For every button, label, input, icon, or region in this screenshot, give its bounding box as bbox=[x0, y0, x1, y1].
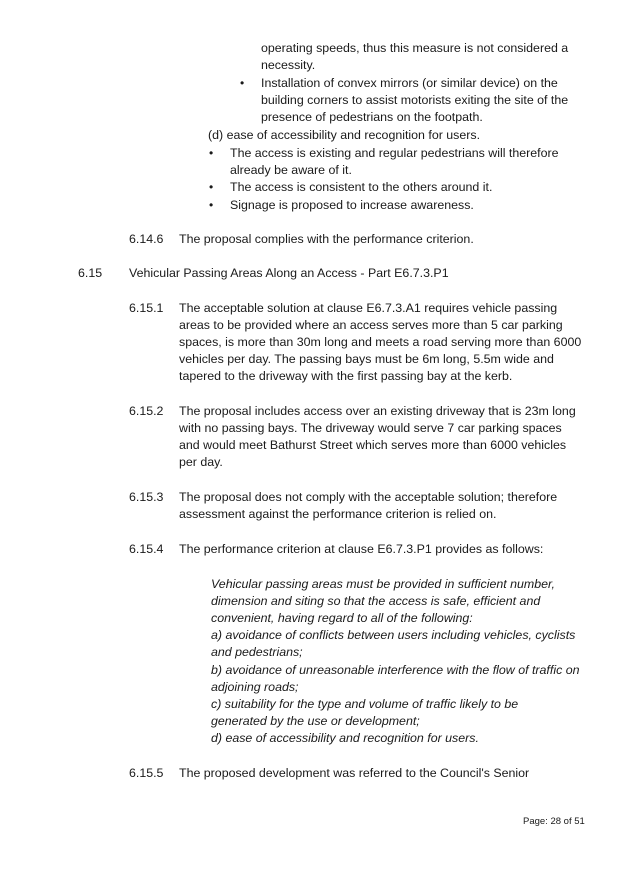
bullet-text-line: building corners to assist motorists exiting the site of the bbox=[261, 93, 569, 107]
quote-line: generated by the use or development; bbox=[211, 714, 420, 728]
paragraph-number: 6.15.4 bbox=[129, 542, 164, 556]
quote-line: adjoining roads; bbox=[211, 680, 299, 694]
paragraph-line: The acceptable solution at clause E6.7.3.A1 requires vehicle passing bbox=[179, 301, 558, 315]
bullet-text-line: already be aware of it. bbox=[230, 163, 352, 177]
paragraph-text: The performance criterion at clause E6.7.3.P1 provides as follows: bbox=[179, 542, 544, 556]
paragraph-line: tapered to the driveway with the first passing bay at the kerb. bbox=[179, 369, 513, 383]
quote-line: a) avoidance of conflicts between users including vehicles, cyclists bbox=[211, 628, 576, 642]
paragraph-line: vehicles per day. The passing bays must be 6m long, 5.5m wide and bbox=[179, 352, 554, 366]
continuation-line: necessity. bbox=[261, 58, 316, 72]
bullet-text-line: The access is consistent to the others around it. bbox=[230, 180, 493, 194]
quote-line: Vehicular passing areas must be provided in sufficient number, bbox=[211, 577, 555, 591]
paragraph-line: The proposal includes access over an existing driveway that is 23m long bbox=[179, 404, 576, 418]
bullet-text-line: Signage is proposed to increase awareness. bbox=[230, 198, 474, 212]
list-item-d-heading: (d) ease of accessibility and recognition for users. bbox=[208, 128, 481, 142]
page-number: Page: 28 of 51 bbox=[523, 816, 585, 827]
paragraph-line: per day. bbox=[179, 455, 223, 469]
paragraph-number: 6.14.6 bbox=[129, 232, 164, 246]
quote-line: d) ease of accessibility and recognition for users. bbox=[211, 731, 479, 745]
bullet-text-line: The access is existing and regular pedestrians will therefore bbox=[230, 146, 559, 160]
section-number: 6.15 bbox=[78, 266, 103, 280]
quote-line: dimension and siting so that the access is safe, efficient and bbox=[211, 594, 541, 608]
paragraph-line: The proposal does not comply with the acceptable solution; therefore bbox=[179, 490, 558, 504]
bullet-icon: • bbox=[209, 146, 214, 160]
bullet-text-line: Installation of convex mirrors (or similar device) on the bbox=[261, 76, 558, 90]
paragraph-line: assessment against the performance criterion is relied on. bbox=[179, 507, 497, 521]
paragraph-number: 6.15.3 bbox=[129, 490, 164, 504]
quote-line: c) suitability for the type and volume of traffic likely to be bbox=[211, 697, 519, 711]
paragraph-line: areas to be provided where an access serves more than 5 car parking bbox=[179, 318, 563, 332]
bullet-icon: • bbox=[209, 198, 214, 212]
section-title: Vehicular Passing Areas Along an Access - Part E6.7.3.P1 bbox=[129, 266, 449, 280]
quote-line: b) avoidance of unreasonable interference with the flow of traffic on bbox=[211, 663, 580, 677]
paragraph-line: with no passing bays. The driveway would serve 7 car parking spaces bbox=[179, 421, 562, 435]
quote-line: and pedestrians; bbox=[211, 645, 303, 659]
paragraph-line: and would meet Bathurst Street which serves more than 6000 vehicles bbox=[179, 438, 567, 452]
quote-line: convenient, having regard to all of the following: bbox=[211, 611, 473, 625]
paragraph-line: spaces, is more than 30m long and meets a road serving more than 6000 bbox=[179, 335, 582, 349]
paragraph-text: The proposal complies with the performance criterion. bbox=[179, 232, 474, 246]
paragraph-number: 6.15.1 bbox=[129, 301, 164, 315]
bullet-icon: • bbox=[240, 76, 245, 90]
paragraph-number: 6.15.5 bbox=[129, 766, 164, 780]
continuation-line: operating speeds, thus this measure is not considered a bbox=[261, 41, 569, 55]
bullet-text-line: presence of pedestrians on the footpath. bbox=[261, 110, 483, 124]
paragraph-number: 6.15.2 bbox=[129, 404, 164, 418]
paragraph-text: The proposed development was referred to the Council's Senior bbox=[179, 766, 530, 780]
bullet-icon: • bbox=[209, 180, 214, 194]
